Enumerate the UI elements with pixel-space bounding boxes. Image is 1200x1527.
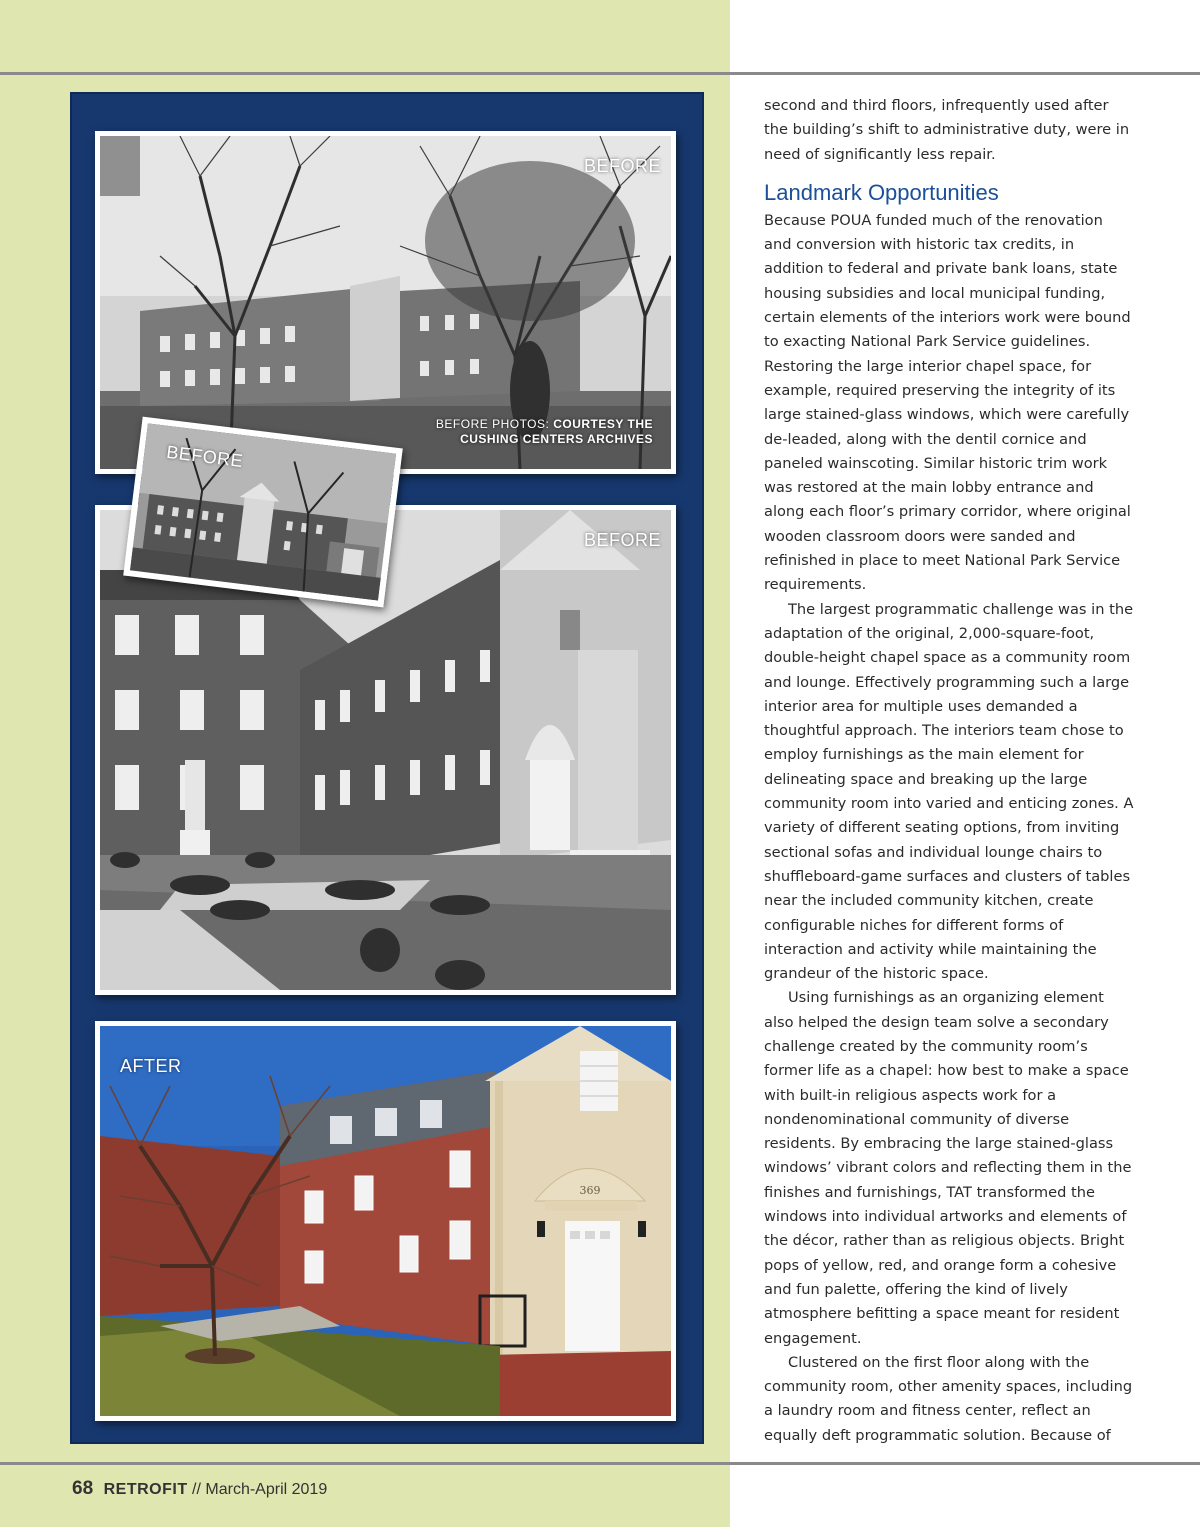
article-paragraph-3: Using furnishings as an organizing element also helped the design team solve a secondary challenge created by the community room’s former life as a chapel: how best to make a space with built-in religious aspects work for a nondenominational community of diverse residents. By embracing the large stained-glass windows’ vibrant colors and reflecting them in the finishes and furnishings, TAT transformed the windows into individual artworks and elements of the décor, rather than as religious objects. Bright pops of yellow, red, and orange form a cohesive and fun palette, offering the kind of lively atmosphere befitting a space meant for resident engagement. [764,989,1132,1347]
door-number: 369 [579,1184,601,1197]
footer-separator: // [192,1481,201,1498]
photo-label-before-top: BEFORE [583,156,661,176]
issue-date: March-April 2019 [205,1481,328,1498]
after-photo [95,1021,676,1421]
article-paragraph-2: The largest programmatic challenge was in the adaptation of the original, 2,000-square-foot, double-height chapel space as a community room and lounge. Effectively programming such a large interior area for multiple uses demanded a thoughtful approach. The interiors team chose to employ furnishings as the main element for delineating space and breaking up the large community room into varied and enticing zones. A variety of different seating options, from inviting sectional sofas and individual lounge chairs to shuffleboard-game surfaces and clusters of tables near the included community kitchen, create configurable niches for different forms of interaction and activity while maintaining the grandeur of the historic space. [764,600,1134,983]
before-photo-tilted [123,417,403,608]
photo-credit-source-2: CUSHING CENTERS ARCHIVES [460,432,653,446]
article-paragraph-1: Because POUA funded much of the renovation and conversion with historic tax credits, in addition to federal and private bank loans, state housing subsidies and local municipal funding, certain elements of the interiors work were bound to exacting National Park Service guidelines. Restoring the large interior chapel space, for example, required preserving the integrity of its large stained-glass windows, which were carefully de-leaded, along with the dentil cornice and paneled wainscoting. Similar historic trim work was restored at the main lobby entrance and along each floor’s primary corridor, where original wooden classroom doors were sanded and refinished in place to meet National Park Service requirements. [764,211,1131,594]
page-footer [72,1478,327,1500]
photo-label-after: AFTER [120,1056,182,1076]
photo-credit-prefix: BEFORE PHOTOS: [435,417,550,431]
after-building-image [100,1026,671,1416]
photo-label-before-middle: BEFORE [583,530,661,550]
article-intro: second and third floors, infrequently used after the building’s shift to administrative duty, were in need of significantly less repair. [764,97,1130,163]
section-heading: Landmark Opportunities [764,179,999,205]
article-column [764,94,1134,1448]
magazine-name: RETROFIT [103,1481,188,1498]
page-number: 68 [72,1478,94,1499]
top-rule [0,72,1200,75]
photo-label-before-tilted: BEFORE [165,441,245,472]
photo-credit [436,417,653,447]
article-paragraph-4: Clustered on the first floor along with the community room, other amenity spaces, including a laundry room and fitness center, reflect an equally deft programmatic solution. Because of [764,1353,1133,1444]
photo-credit-source-1: COURTESY THE [553,417,653,431]
bottom-rule [0,1462,1200,1465]
